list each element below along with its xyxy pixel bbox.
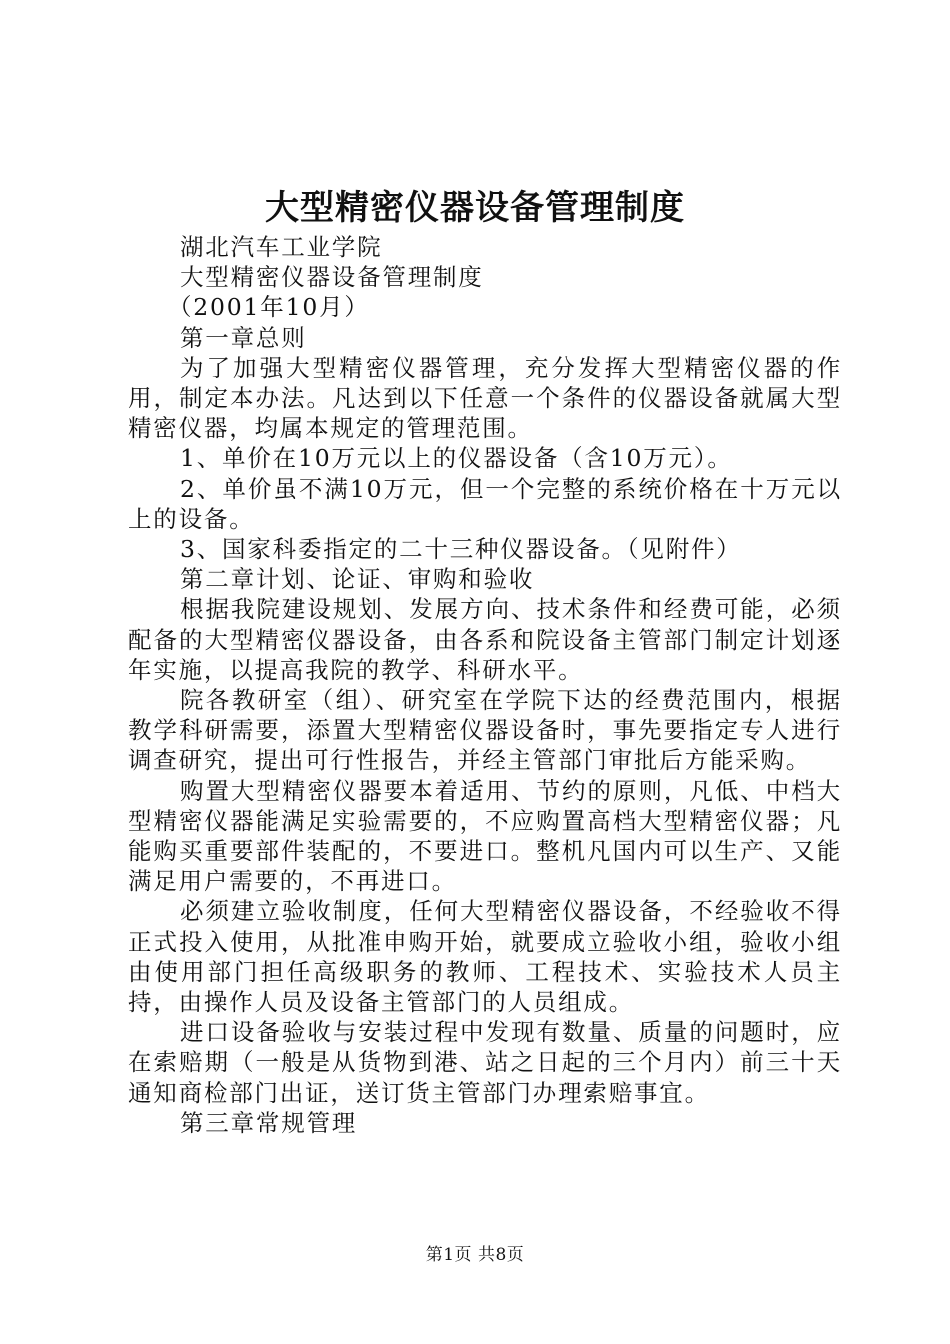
document-title: 大型精密仪器设备管理制度 <box>265 188 685 228</box>
subtitle-line: 大型精密仪器设备管理制度 <box>180 263 484 292</box>
paragraph: 必须建立验收制度，任何大型精密仪器设备，不经验收不得正式投入使用，从批准申购开始，就要成立验收小组，验收小组由使用部门担任高级职务的教师、工程技术、实验技术人员主持，由操作人员及设备主管部门的人员组成。 <box>128 897 842 1017</box>
paragraph: 进口设备验收与安装过程中发现有数量、质量的问题时，应在索赔期（一般是从货物到港、站之日起的三个月内）前三十天通知商检部门出证，送订货主管部门办理索赔事宜。 <box>128 1018 842 1107</box>
paragraph: 1、单价在10万元以上的仪器设备（含10万元）。 <box>180 444 733 473</box>
chapter-heading: 第一章总则 <box>180 323 307 352</box>
chapter-heading: 第二章计划、论证、审购和验收 <box>180 565 535 594</box>
institution-line: 湖北汽车工业学院 <box>180 233 383 261</box>
document-body <box>128 232 842 1138</box>
paragraph: 购置大型精密仪器要本着适用、节约的原则，凡低、中档大型精密仪器能满足实验需要的，不应购置高档大型精密仪器；凡能购买重要部件装配的，不要进口。整机凡国内可以生产、又能满足用户需要的，不再进口。 <box>128 776 842 896</box>
date-line: （2001年10月） <box>168 293 370 322</box>
paragraph: 2、单价虽不满10万元，但一个完整的系统价格在十万元以上的设备。 <box>128 474 842 533</box>
paragraph: 院各教研室（组）、研究室在学院下达的经费范围内，根据教学科研需要，添置大型精密仪器设备时，事先要指定专人进行调查研究，提出可行性报告，并经主管部门审批后方能采购。 <box>128 686 842 775</box>
page-number-footer: 第1页 共8页 <box>425 1245 525 1265</box>
paragraph: 3、国家科委指定的二十三种仪器设备。（见附件） <box>180 535 742 564</box>
chapter-heading: 第三章常规管理 <box>180 1108 358 1137</box>
paragraph: 为了加强大型精密仪器管理，充分发挥大型精密仪器的作用，制定本办法。凡达到以下任意一个条件的仪器设备就属大型精密仪器，均属本规定的管理范围。 <box>128 353 842 443</box>
paragraph: 根据我院建设规划、发展方向、技术条件和经费可能，必须配备的大型精密仪器设备，由各系和院设备主管部门制定计划逐年实施，以提高我院的教学、科研水平。 <box>128 595 842 684</box>
